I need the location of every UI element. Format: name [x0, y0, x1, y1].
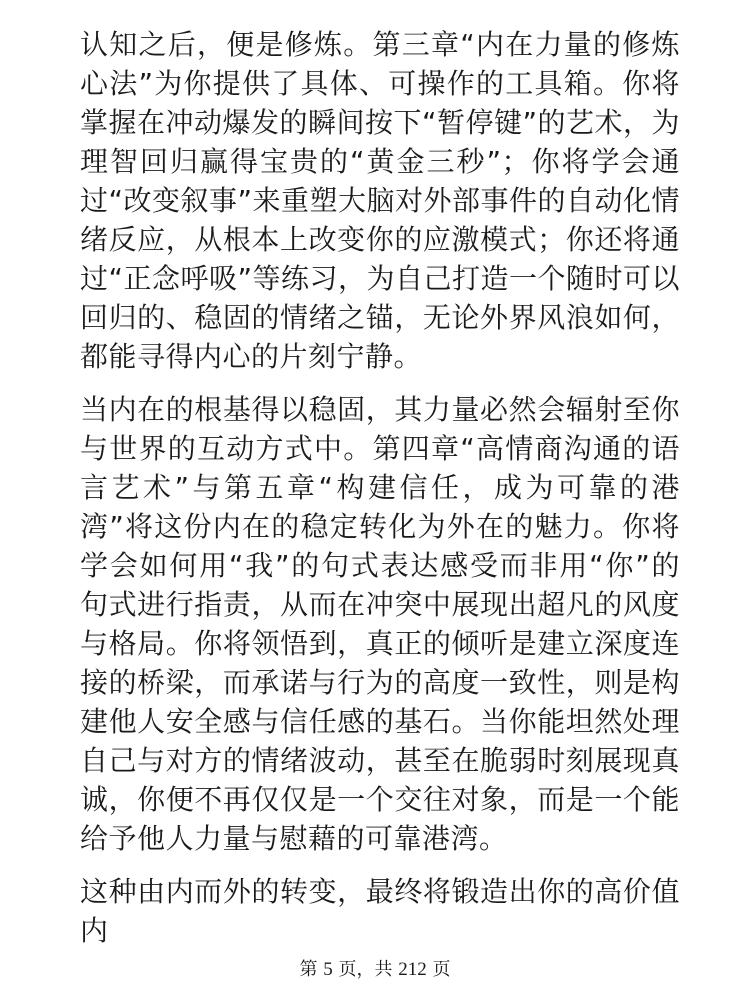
- page-body: [80, 25, 680, 964]
- page-footer: [0, 958, 750, 982]
- footer-middle: 页，共: [338, 959, 393, 980]
- total-page-count: 212: [398, 959, 427, 980]
- paragraph-2: 当内在的根基得以稳固，其力量必然会辐射至你与世界的互动方式中。第四章“高情商沟通的语言艺术”与第五章“构建信任，成为可靠的港湾”将这份内在的稳定转化为外在的魅力。你将学会如何用“我”的句式表达感受而非用“你”的句式进行指责，从而在冲突中展现出超凡的风度与格局。你将领悟到，真正的倾听是建立深度连接的桥梁，而承诺与行为的高度一致性，则是构建他人安全感与信任感的基石。当你能坦然处理自己与对方的情绪波动，甚至在脆弱时刻展现真诚，你便不再仅仅是一个交往对象，而是一个能给予他人力量与慰藉的可靠港湾。: [80, 393, 680, 855]
- footer-prefix: 第: [299, 959, 318, 980]
- current-page-number: 5: [323, 959, 333, 980]
- footer-suffix: 页: [432, 959, 451, 980]
- paragraph-1: 认知之后，便是修炼。第三章“内在力量的修炼心法”为你提供了具体、可操作的工具箱。你将掌握在冲动爆发的瞬间按下“暂停键”的艺术，为理智回归赢得宝贵的“黄金三秒”；你将学会通过“改变叙事”来重塑大脑对外部事件的自动化情绪反应，从根本上改变你的应激模式；你还将通过“正念呼吸”等练习，为自己打造一个随时可以回归的、稳固的情绪之锚，无论外界风浪如何，都能寻得内心的片刻宁静。: [80, 28, 681, 373]
- paragraph-3: 这种由内而外的转变，最终将锻造出你的高价值内: [80, 875, 680, 947]
